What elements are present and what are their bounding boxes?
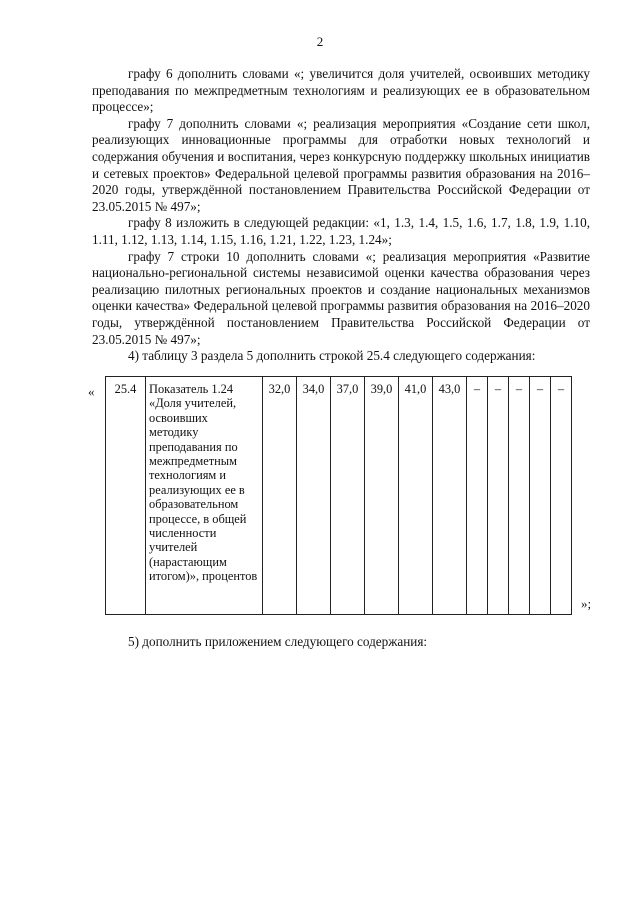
- dash-cell: –: [551, 377, 572, 615]
- dash-cell: –: [530, 377, 551, 615]
- paragraph-graph-6: графу 6 дополнить словами «; увеличится доля учителей, освоивших методику преподавания по межпредметным технологиям и реализующих ее в образовательном процессе»;: [92, 66, 590, 115]
- value-cell: 32,0: [263, 377, 297, 615]
- value-cell: 37,0: [331, 377, 365, 615]
- table-row: [106, 377, 572, 615]
- table-insert: [88, 376, 600, 616]
- value-cell: 43,0: [433, 377, 467, 615]
- dash-cell: –: [467, 377, 488, 615]
- paragraph-appendix-intro: 5) дополнить приложением следующего содержания:: [128, 634, 428, 649]
- opening-quote: «: [88, 384, 95, 399]
- page-number: 2: [316, 34, 324, 49]
- amendment-text: [92, 66, 590, 365]
- value-cell: 41,0: [399, 377, 433, 615]
- value-cell: 34,0: [297, 377, 331, 615]
- row-number-cell: 25.4: [106, 377, 146, 615]
- value-cell: 39,0: [365, 377, 399, 615]
- paragraph-graph-8: графу 8 изложить в следующей редакции: «1, 1.3, 1.4, 1.5, 1.6, 1.7, 1.8, 1.9, 1.10, 1.11, 1.12, 1.13, 1.14, 1.15, 1.16, 1.21, 1.22, 1.23, 1.24»;: [92, 215, 590, 247]
- paragraph-graph-7: графу 7 дополнить словами «; реализация мероприятия «Создание сети школ, реализующих инновационные программы для отработки новых технологий и содержания обучения и воспитания, через конкурсную поддержку школьных инициатив и сетевых проектов» Федеральной целевой программы развития образования на 2016–2020 годы, утверждённой постановлением Правительства Российской Федерации от 23.05.2015 № 497»;: [92, 115, 590, 214]
- dash-cell: –: [488, 377, 509, 615]
- closing-quote: »;: [581, 596, 592, 611]
- indicator-table: [105, 376, 572, 615]
- paragraph-graph-7-row-10: графу 7 строки 10 дополнить словами «; реализация мероприятия «Развитие национально-региональной системы независимой оценки качества образования через реализацию пилотных региональных проектов и создание национальных механизмов оценки качества» Федеральной целевой программы развития образования на 2016–2020 годы, утверждённой постановлением Правительства Российской Федерации от 23.05.2015 № 497»;: [92, 248, 590, 347]
- dash-cell: –: [509, 377, 530, 615]
- indicator-name-cell: Показатель 1.24 «Доля учителей, освоивших методику преподавания по межпредметным технологиям и реализующих ее в образовательном процессе, в общей численности учителей (нарастающим итогом)», процентов: [146, 377, 263, 615]
- paragraph-table-3-intro: 4) таблицу 3 раздела 5 дополнить строкой 25.4 следующего содержания:: [128, 348, 536, 364]
